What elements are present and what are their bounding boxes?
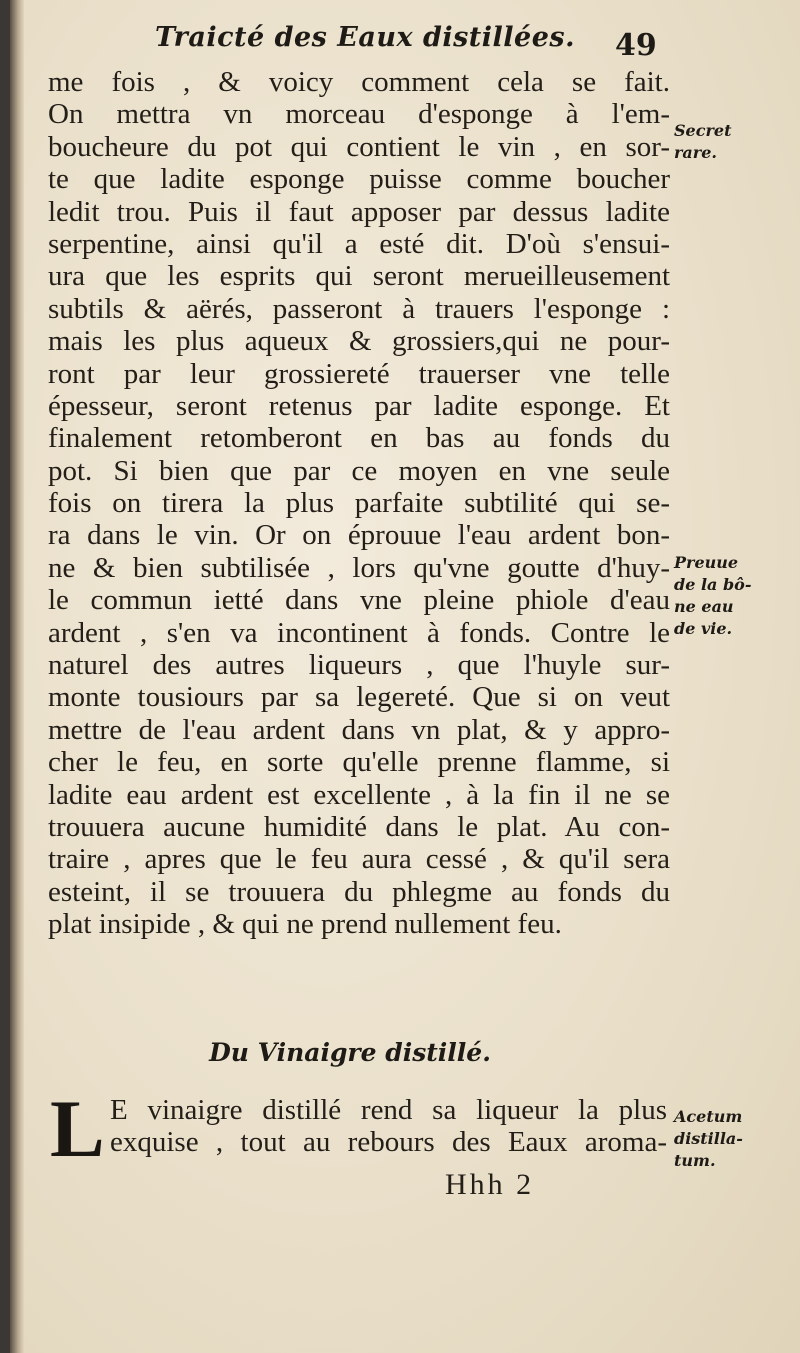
running-head: Traicté des Eaux distillées. [155,22,575,53]
text-line: subtils & aërés, passeront à trauers l'esponge : [48,292,670,325]
text-line: épesseur, seront retenus par ladite esponge. Et [48,389,670,422]
text-line: ra dans le vin. Or on éprouue l'eau ardent bon- [48,519,670,552]
text-line: trouuera aucune humidité dans le plat. Au con- [48,810,670,843]
text-line: ne & bien subtilisée , lors qu'vne goutte d'huy- [48,551,670,584]
text-line: ura que les esprits qui seront merueilleusement [48,260,670,293]
book-page [10,0,800,1353]
margin-note-line: rare. [674,143,717,162]
text-line: le commun ietté dans vne pleine phiole d'eau [48,584,670,617]
text-line: On mettra vn morceau d'esponge à l'em- [48,98,670,131]
text-line: pot. Si bien que par ce moyen en vne seule [48,454,670,487]
margin-note-line: Secret [674,121,732,140]
text-line: fois on tirera la plus parfaite subtilité qui se- [48,487,670,520]
text-line: traire , apres que le feu aura cessé , & qu'il sera [48,843,670,876]
text-line: ardent , s'en va incontinent à fonds. Contre le [48,616,670,649]
margin-note-line: distilla- [674,1129,743,1148]
margin-note-line: tum. [674,1151,716,1170]
margin-note-line: de vie. [674,619,733,638]
margin-note [674,1106,743,1172]
text-line: ront par leur grossiereté trauerser vne telle [48,357,670,390]
binding-shadow [10,0,24,1353]
text-line: serpentine, ainsi qu'il a esté dit. D'où s'ensui- [48,227,670,260]
margin-note [674,552,751,640]
margin-note-line: de la bô- [674,575,752,594]
text-line: boucheure du pot qui contient le vin , en sor- [48,130,670,163]
page-number: 49 [615,28,657,63]
margin-note-line: Preuue [674,553,739,572]
text-line: mais les plus aqueux & grossiers,qui ne pour- [48,325,670,358]
text-line: esteint, il se trouuera du phlegme au fonds du [48,875,670,908]
body-text [48,66,670,941]
text-line: monte tousiours par sa legereté. Que si on veut [48,681,670,714]
section-heading: Du Vinaigre distillé. [209,1038,491,1067]
text-line: ledit trou. Puis il faut apposer par dessus ladite [48,195,670,228]
text-line: E vinaigre distillé rend sa liqueur la plus [110,1094,667,1126]
text-line: ladite eau ardent est excellente , à la fin il ne se [48,778,670,811]
text-line: cher le feu, en sorte qu'elle prenne flamme, si [48,746,670,779]
text-line: naturel des autres liqueurs , que l'huyle sur- [48,649,670,682]
margin-note [674,120,731,164]
text-line: finalement retomberont en bas au fonds du [48,422,670,455]
text-line: plat insipide , & qui ne prend nullement feu. [48,908,562,941]
text-line: me fois , & voicy comment cela se fait. [48,66,670,98]
text-line: exquise , tout au rebours des Eaux aroma- [110,1126,667,1159]
margin-note-line: ne eau [674,597,734,616]
section-text [110,1094,667,1159]
signature-mark: Hhh 2 [445,1168,535,1201]
text-line: mettre de l'eau ardent dans vn plat, & y appro- [48,713,670,746]
drop-cap: L [50,1083,105,1174]
margin-note-line: Acetum [674,1107,743,1126]
text-line: te que ladite esponge puisse comme boucher [48,163,670,196]
